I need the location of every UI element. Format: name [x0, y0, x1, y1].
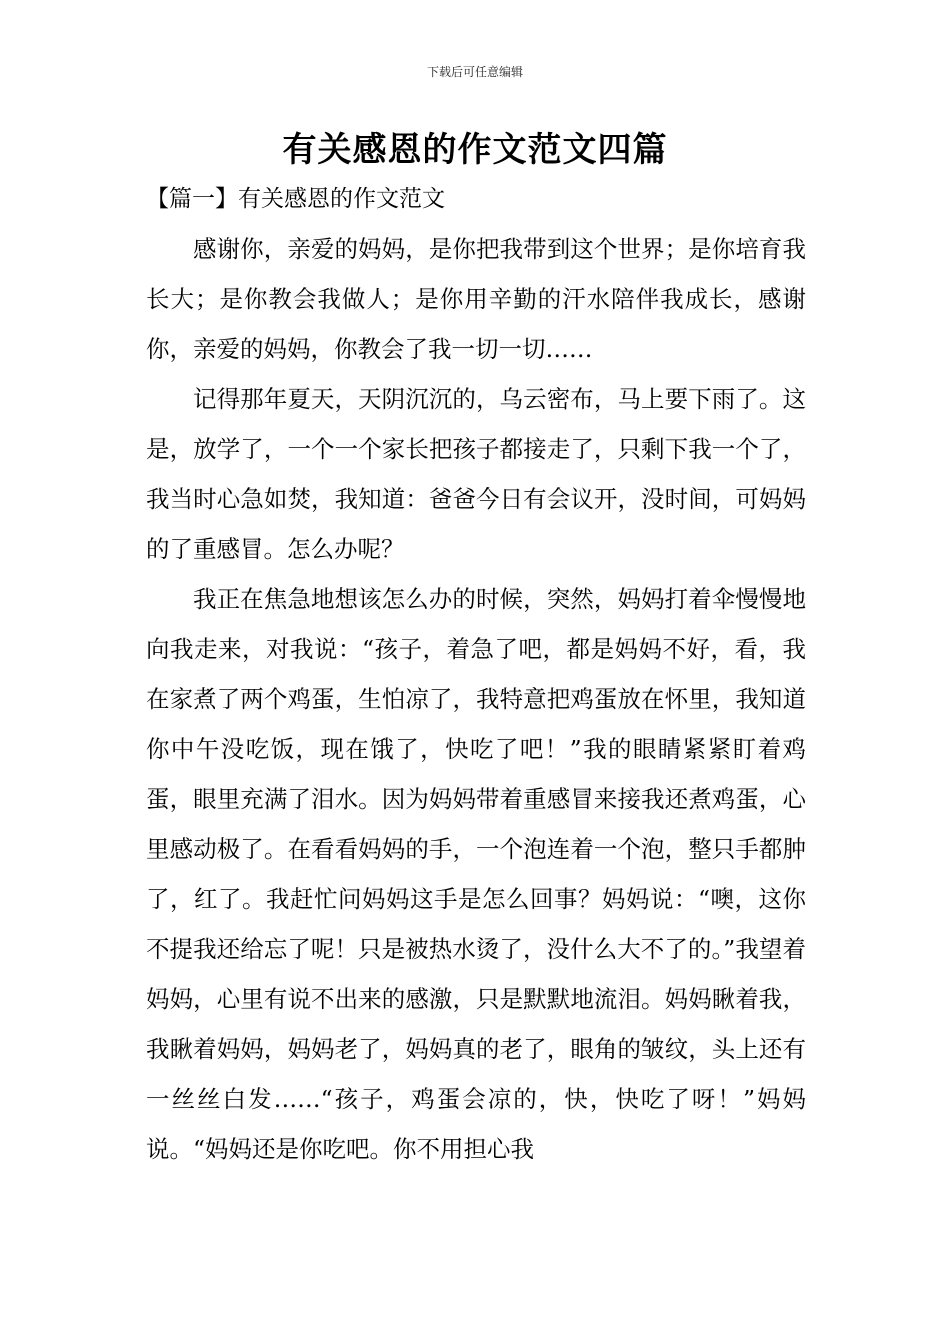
- article-body: [146, 224, 806, 1174]
- document-title: 有关感恩的作文范文四篇: [282, 130, 668, 170]
- header-note: 下载后可任意编辑: [426, 65, 523, 79]
- section-heading: 【篇一】有关感恩的作文范文: [146, 186, 445, 212]
- paragraph: 我正在焦急地想该怎么办的时候，突然，妈妈打着伞慢慢地向我走来，对我说：“孩子，着急了吧，都是妈妈不好，看，我在家煮了两个鸡蛋，生怕凉了，我特意把鸡蛋放在怀里，我知道你中午没吃饭，现在饿了，快吃了吧！”我的眼睛紧紧盯着鸡蛋，眼里充满了泪水。因为妈妈带着重感冒来接我还煮鸡蛋，心里感动极了。在看看妈妈的手，一个泡连着一个泡，整只手都肿了，红了。我赶忙问妈妈这手是怎么回事？妈妈说：“噢，这你不提我还给忘了呢！只是被热水烫了，没什么大不了的。”我望着妈妈，心里有说不出来的感激，只是默默地流泪。妈妈瞅着我，我瞅着妈妈，妈妈老了，妈妈真的老了，眼角的皱纹，头上还有一丝丝白发……“孩子，鸡蛋会凉的，快，快吃了呀！”妈妈说。“妈妈还是你吃吧。你不用担心我: [146, 585, 806, 1163]
- paragraph: 感谢你，亲爱的妈妈，是你把我带到这个世界；是你培育我长大；是你教会我做人；是你用辛勤的汗水陪伴我成长，感谢你，亲爱的妈妈，你教会了我一切一切……: [146, 235, 806, 363]
- paragraph: 记得那年夏天，天阴沉沉的，乌云密布，马上要下雨了。这是，放学了，一个一个家长把孩子都接走了，只剩下我一个了，我当时心急如焚，我知道：爸爸今日有会议开，没时间，可妈妈的了重感冒。怎么办呢？: [146, 385, 806, 563]
